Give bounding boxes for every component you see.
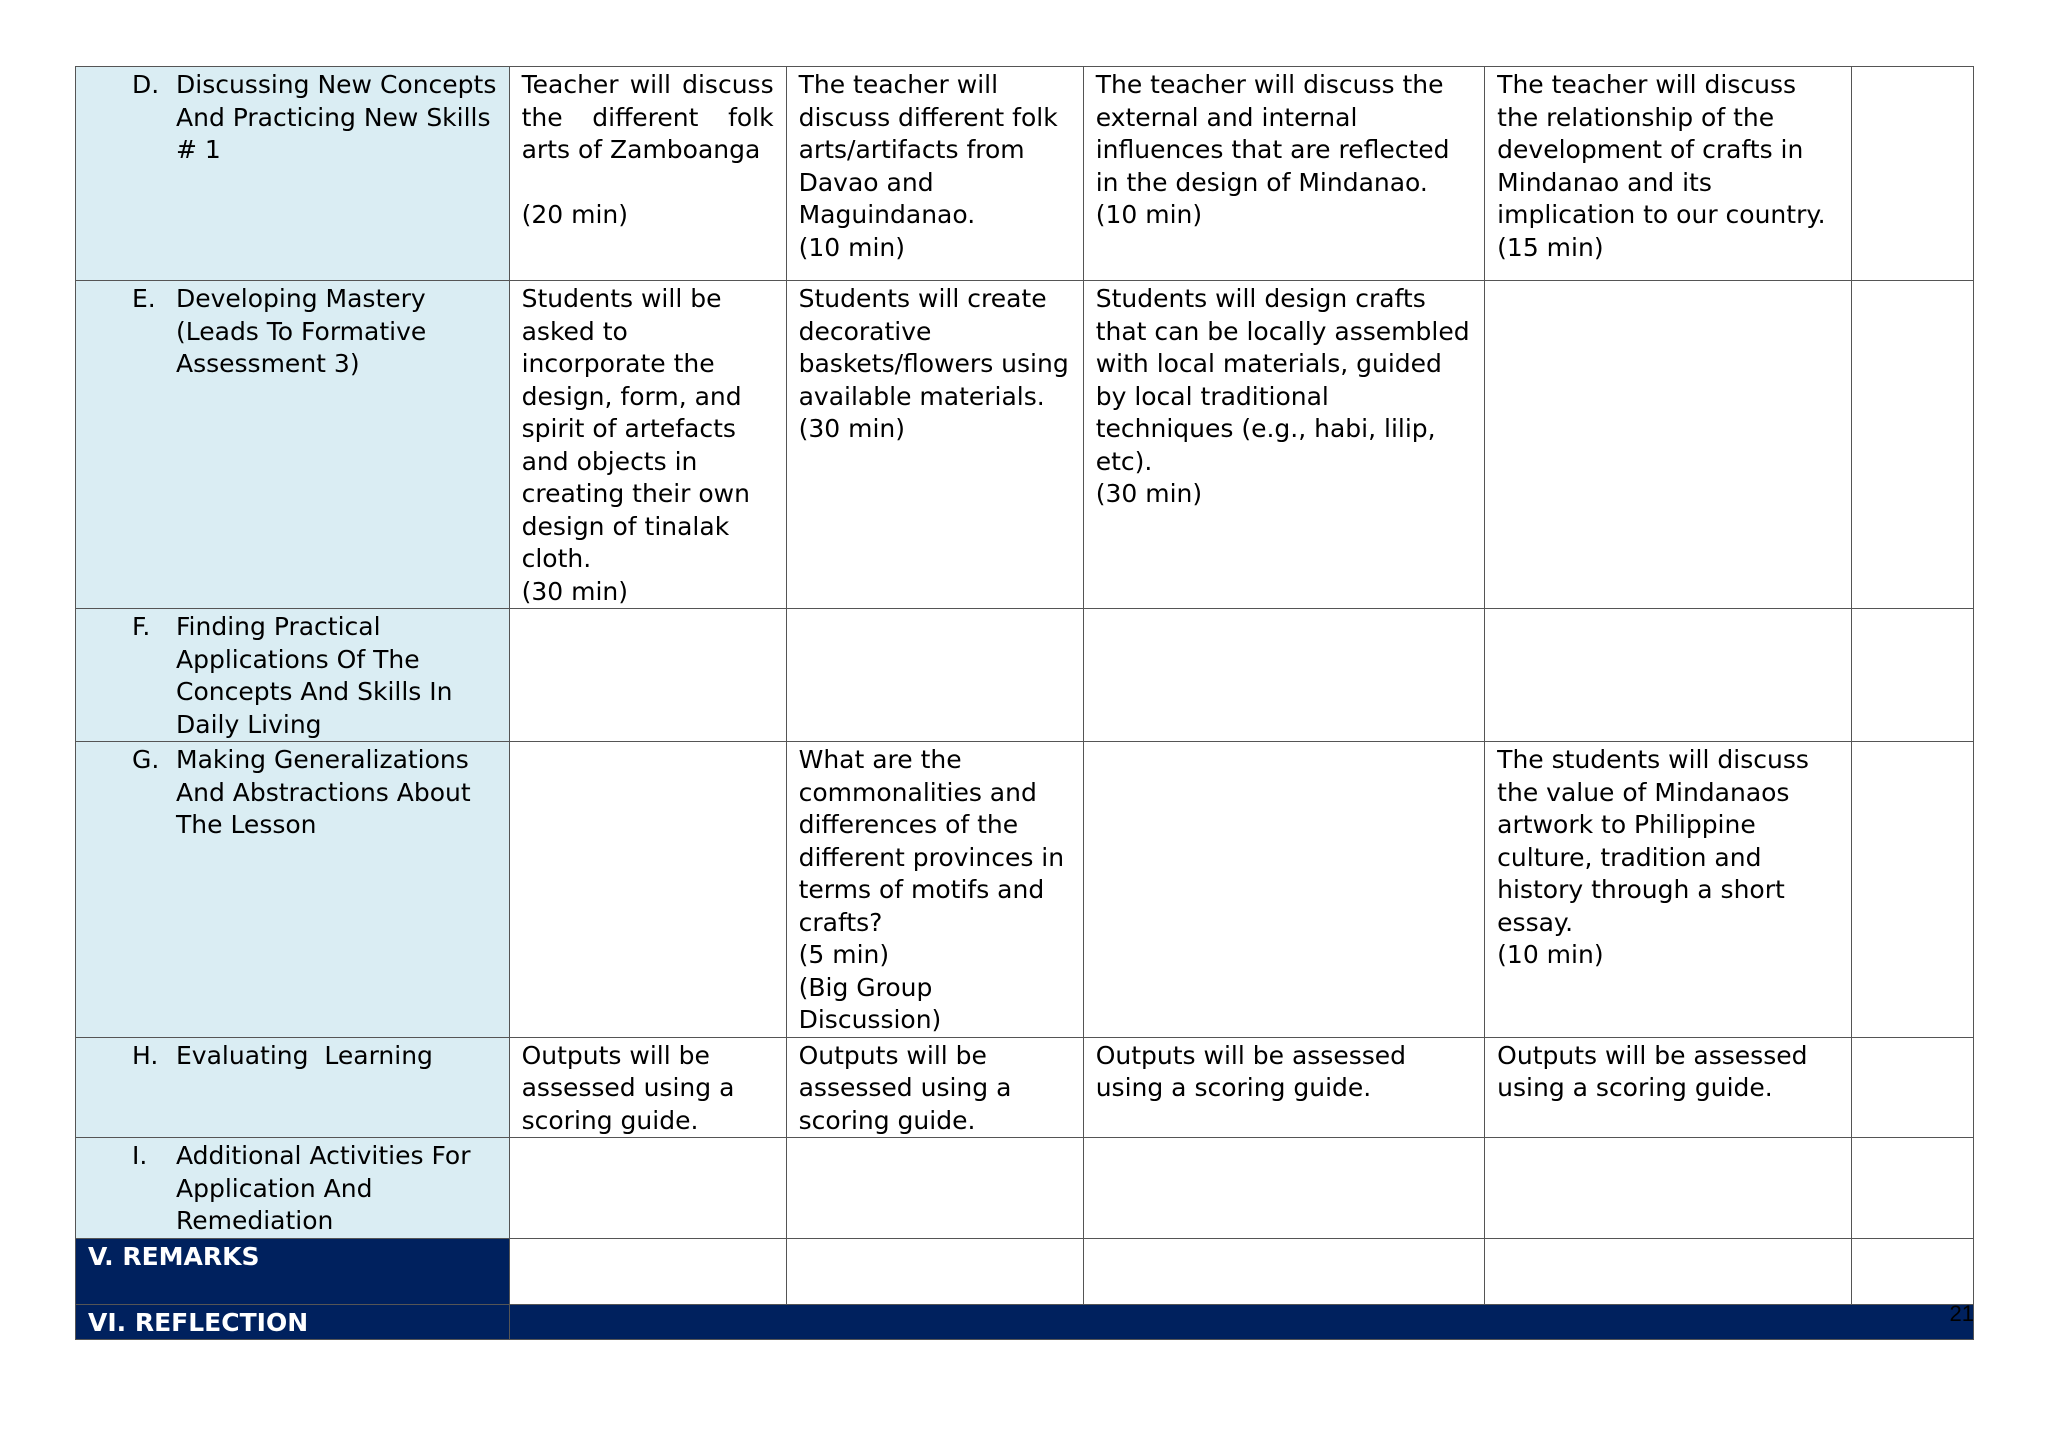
day3-cell [1083,1138,1484,1239]
day4-cell: The students will discuss the value of Mindanaos artwork to Philippine culture, tradition and history through a short essay. (10 min) [1485,742,1851,1038]
row-label-cell [76,1138,510,1239]
remarks-heading: V. REMARKS [76,1238,510,1304]
remarks-day2-cell [786,1238,1083,1304]
day1-cell: Teacher will discuss the different folk arts of Zamboanga (20 min) [509,67,786,281]
row-reflection [76,1304,1974,1339]
row-label-cell [76,609,510,742]
row-g [76,742,1974,1038]
day3-cell: The teacher will discuss the external and internal influences that are reflected in the design of Mindanao. (10 min) [1083,67,1484,281]
day2-cell: What are the commonalities and differences of the different provinces in terms of motifs and crafts? (5 min) (Big Group Discussion) [786,742,1083,1038]
day1-cell [509,609,786,742]
day1-cell [509,742,786,1038]
row-label-cell [76,281,510,609]
day5-cell [1851,742,1973,1038]
day3-cell [1083,609,1484,742]
remarks-day3-cell [1083,1238,1484,1304]
row-letter: D. [132,70,160,99]
day4-cell [1485,281,1851,609]
day1-cell: Students will be asked to incorporate the design, form, and spirit of artefacts and objects in creating their own design of tinalak cloth. (30 min) [509,281,786,609]
day1-cell: Outputs will be assessed using a scoring guide. [509,1037,786,1138]
day2-cell: Outputs will be assessed using a scoring guide. [786,1037,1083,1138]
remarks-day5-cell [1851,1238,1973,1304]
row-label-cell [76,1037,510,1138]
remarks-day1-cell [509,1238,786,1304]
day5-cell [1851,1037,1973,1138]
lesson-plan-table [75,66,1974,1340]
day5-cell [1851,67,1973,281]
day5-cell [1851,1138,1973,1239]
day4-cell: The teacher will discuss the relationship of the development of crafts in Mindanao and its implication to our country. (15 min) [1485,67,1851,281]
row-d [76,67,1974,281]
day3-cell [1083,742,1484,1038]
row-label: Discussing New Concepts And Practicing New Skills # 1 [176,70,497,164]
row-h [76,1037,1974,1138]
row-e [76,281,1974,609]
day2-cell [786,609,1083,742]
day5-cell [1851,281,1973,609]
row-f [76,609,1974,742]
row-label: Evaluating Learning [176,1040,433,1070]
day1-cell [509,1138,786,1239]
day3-cell: Students will design crafts that can be locally assembled with local materials, guided by local traditional techniques (e.g., habi, lilip, etc). (30 min) [1083,281,1484,609]
row-letter: I. [132,1141,148,1170]
day2-cell [786,1138,1083,1239]
remarks-day4-cell [1485,1238,1851,1304]
row-i [76,1138,1974,1239]
row-remarks [76,1238,1974,1304]
day4-cell [1485,1138,1851,1239]
row-label: Making Generalizations And Abstractions About The Lesson [176,745,471,839]
reflection-bar [509,1304,1973,1339]
page-number: 21 [1949,1301,1974,1326]
day2-cell: Students will create decorative baskets/flowers using available materials. (30 min) [786,281,1083,609]
row-label-cell [76,67,510,281]
row-letter: H. [132,1040,159,1070]
day4-cell: Outputs will be assessed using a scoring guide. [1485,1037,1851,1138]
row-letter: G. [132,745,160,774]
day5-cell [1851,609,1973,742]
row-label: Finding Practical Applications Of The Concepts And Skills In Daily Living [176,612,453,739]
day2-cell: The teacher will discuss different folk arts/artifacts from Davao and Maguindanao. (10 min) [786,67,1083,281]
row-label-cell [76,742,510,1038]
row-letter: E. [132,284,156,313]
row-letter: F. [132,612,151,641]
day4-cell [1485,609,1851,742]
reflection-heading: VI. REFLECTION [76,1304,510,1339]
day3-cell: Outputs will be assessed using a scoring guide. [1083,1037,1484,1138]
row-label: Developing Mastery (Leads To Formative Assessment 3) [176,284,427,378]
row-label: Additional Activities For Application And Remediation [176,1141,471,1235]
